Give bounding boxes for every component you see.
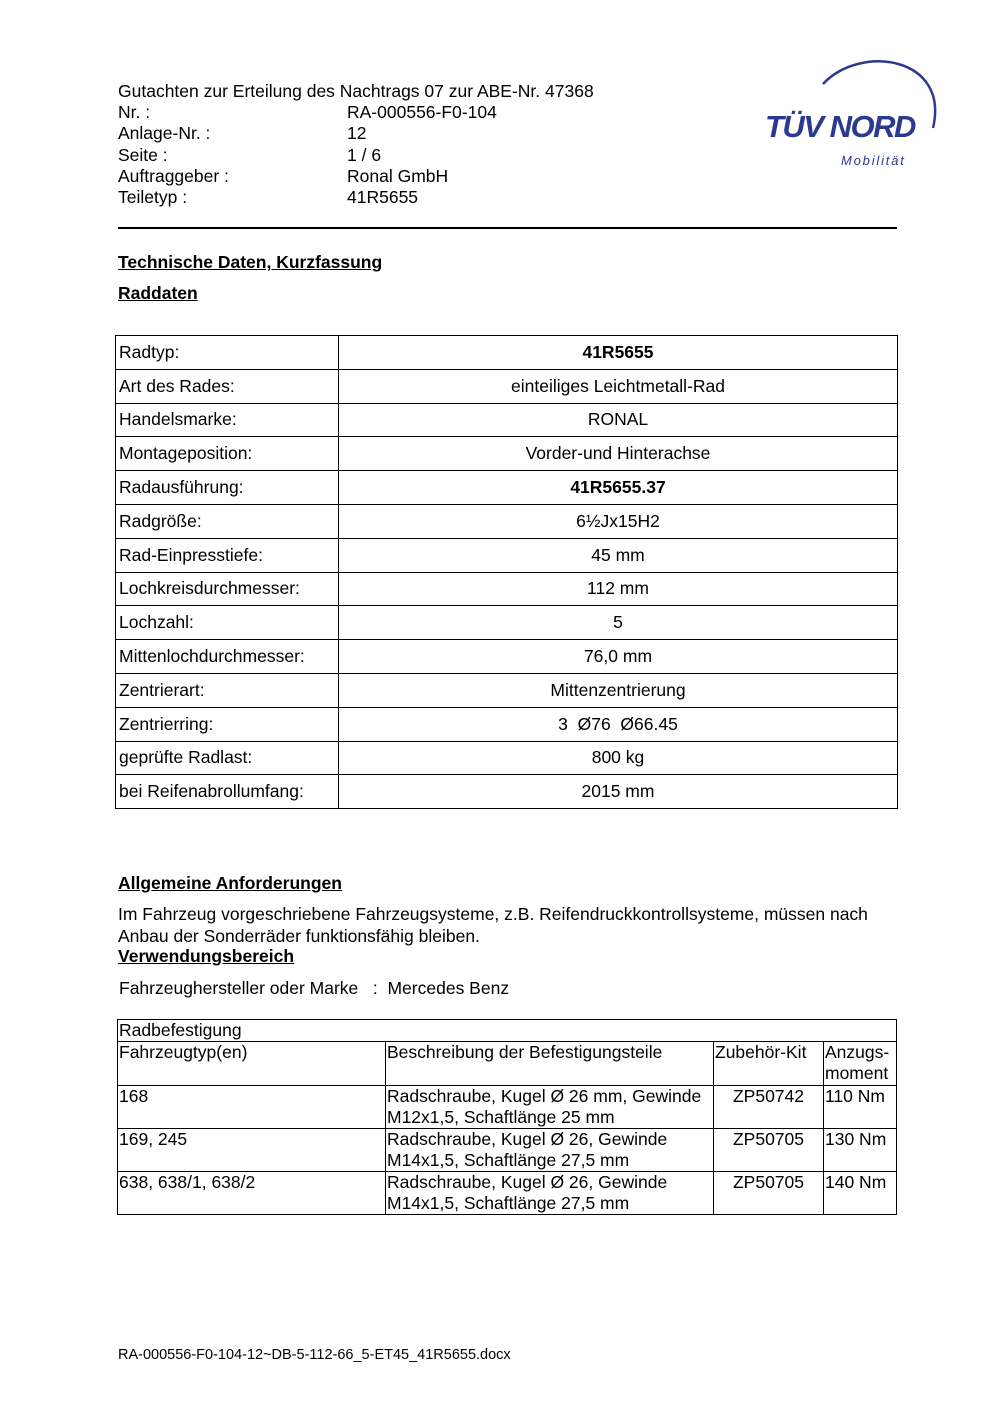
usage-value: Mercedes Benz: [387, 978, 510, 998]
wheel-value: 76,0 mm: [339, 640, 898, 674]
section-title-raddaten: Raddaten: [118, 283, 198, 303]
column-header: Beschreibung der Befestigungsteile: [386, 1042, 714, 1086]
wheel-label: Radausführung:: [116, 471, 339, 505]
wheel-value: RONAL: [339, 403, 898, 437]
vehicle-type: 638, 638/1, 638/2: [118, 1172, 386, 1215]
header-field-label: Seite :: [118, 144, 168, 165]
torque: 140 Nm: [824, 1172, 897, 1215]
anforderungen-text: Im Fahrzeug vorgeschriebene Fahrzeugsysteme, z.B. Reifendruckkontrollsysteme, müssen nach Anbau der Sonderräder funktionsfähig bleiben.: [118, 904, 868, 946]
header-field-nr: [118, 102, 594, 123]
table-row: [116, 336, 898, 370]
wheel-value: 5: [339, 606, 898, 640]
wheel-value: 45 mm: [339, 538, 898, 572]
wheel-label: Lochzahl:: [116, 606, 339, 640]
header-field-value: RA-000556-F0-104: [347, 102, 497, 123]
wheel-value: 41R5655: [339, 336, 898, 370]
wheel-label: bei Reifenabrollumfang:: [116, 775, 339, 809]
column-header: Anzugs-moment: [824, 1042, 897, 1086]
mounting-title: Radbefestigung: [118, 1020, 897, 1042]
torque: 110 Nm: [824, 1086, 897, 1129]
vehicle-type: 169, 245: [118, 1129, 386, 1172]
header-field-value: Ronal GmbH: [347, 165, 449, 186]
wheel-value: 41R5655.37: [339, 471, 898, 505]
table-header-row: [118, 1042, 897, 1086]
wheel-label: Handelsmarke:: [116, 403, 339, 437]
accessory-kit: ZP50705: [714, 1172, 824, 1215]
wheel-label: Radgröße:: [116, 504, 339, 538]
table-row: [116, 403, 898, 437]
table-row: [118, 1129, 897, 1172]
fastener-description: Radschraube, Kugel Ø 26, Gewinde M14x1,5, Schaftlänge 27,5 mm: [386, 1172, 714, 1215]
table-row: [116, 437, 898, 471]
table-row: [118, 1172, 897, 1215]
header-field-value: 1 / 6: [347, 144, 382, 165]
table-row: [116, 572, 898, 606]
header-field-label: Teiletyp :: [118, 187, 188, 208]
wheel-value: Vorder-und Hinterachse: [339, 437, 898, 471]
wheel-label: Zentrierart:: [116, 673, 339, 707]
wheel-label: Rad-Einpresstiefe:: [116, 538, 339, 572]
fastener-description: Radschraube, Kugel Ø 26 mm, Gewinde M12x1,5, Schaftlänge 25 mm: [386, 1086, 714, 1129]
tuv-nord-logo: [765, 56, 945, 176]
wheel-value: Mittenzentrierung: [339, 673, 898, 707]
table-row: [116, 775, 898, 809]
header-field-value: 12: [347, 123, 367, 144]
wheel-value: 112 mm: [339, 572, 898, 606]
wheel-label: Mittenlochdurchmesser:: [116, 640, 339, 674]
table-row: [116, 504, 898, 538]
usage-line: [119, 978, 509, 999]
section-title-anforderungen: Allgemeine Anforderungen: [118, 873, 342, 893]
accessory-kit: ZP50705: [714, 1129, 824, 1172]
table-row: [116, 471, 898, 505]
header-field-label: Nr. :: [118, 102, 151, 123]
wheel-label: Lochkreisdurchmesser:: [116, 572, 339, 606]
wheel-label: geprüfte Radlast:: [116, 741, 339, 775]
column-header: Fahrzeugtyp(en): [118, 1042, 386, 1086]
table-row: [116, 369, 898, 403]
wheel-data-table: [115, 335, 898, 809]
vehicle-type: 168: [118, 1086, 386, 1129]
wheel-label: Zentrierring:: [116, 707, 339, 741]
fastener-description: Radschraube, Kugel Ø 26, Gewinde M14x1,5, Schaftlänge 27,5 mm: [386, 1129, 714, 1172]
header-field-label: Anlage-Nr. :: [118, 123, 211, 144]
wheel-value: 2015 mm: [339, 775, 898, 809]
table-row: [118, 1086, 897, 1129]
column-header: Zubehör-Kit: [714, 1042, 824, 1086]
wheel-label: Montageposition:: [116, 437, 339, 471]
wheel-label: Radtyp:: [116, 336, 339, 370]
accessory-kit: ZP50742: [714, 1086, 824, 1129]
header-field-auftraggeber: [118, 166, 594, 187]
table-row: [116, 741, 898, 775]
logo-subtitle: Mobilität: [841, 153, 906, 168]
document-title: Gutachten zur Erteilung des Nachtrags 07 zur ABE-Nr. 47368: [118, 81, 594, 101]
wheel-value: 800 kg: [339, 741, 898, 775]
section-title-tech: Technische Daten, Kurzfassung: [118, 252, 383, 272]
table-row: [116, 606, 898, 640]
header-field-anlage: [118, 123, 594, 144]
table-row: [116, 707, 898, 741]
logo-brand: TÜV NORD: [765, 109, 915, 144]
document-header: [118, 81, 594, 208]
table-row: [118, 1020, 897, 1042]
header-field-value: 41R5655: [347, 187, 419, 208]
header-field-label: Auftraggeber :: [118, 165, 229, 186]
table-row: [116, 538, 898, 572]
table-row: [116, 673, 898, 707]
usage-label: Fahrzeughersteller oder Marke: [119, 978, 359, 998]
header-divider: [118, 227, 897, 229]
header-field-teiletyp: [118, 187, 594, 208]
mounting-table: [117, 1019, 897, 1215]
section-title-verwendung: Verwendungsbereich: [118, 946, 295, 966]
usage-separator: :: [372, 978, 378, 998]
wheel-label: Art des Rades:: [116, 369, 339, 403]
torque: 130 Nm: [824, 1129, 897, 1172]
wheel-value: 3 Ø76 Ø66.45: [339, 707, 898, 741]
header-field-seite: [118, 145, 594, 166]
wheel-value: einteiliges Leichtmetall-Rad: [339, 369, 898, 403]
footer-filename: RA-000556-F0-104-12~DB-5-112-66_5-ET45_41R5655.docx: [118, 1347, 511, 1363]
table-row: [116, 640, 898, 674]
wheel-value: 6½Jx15H2: [339, 504, 898, 538]
